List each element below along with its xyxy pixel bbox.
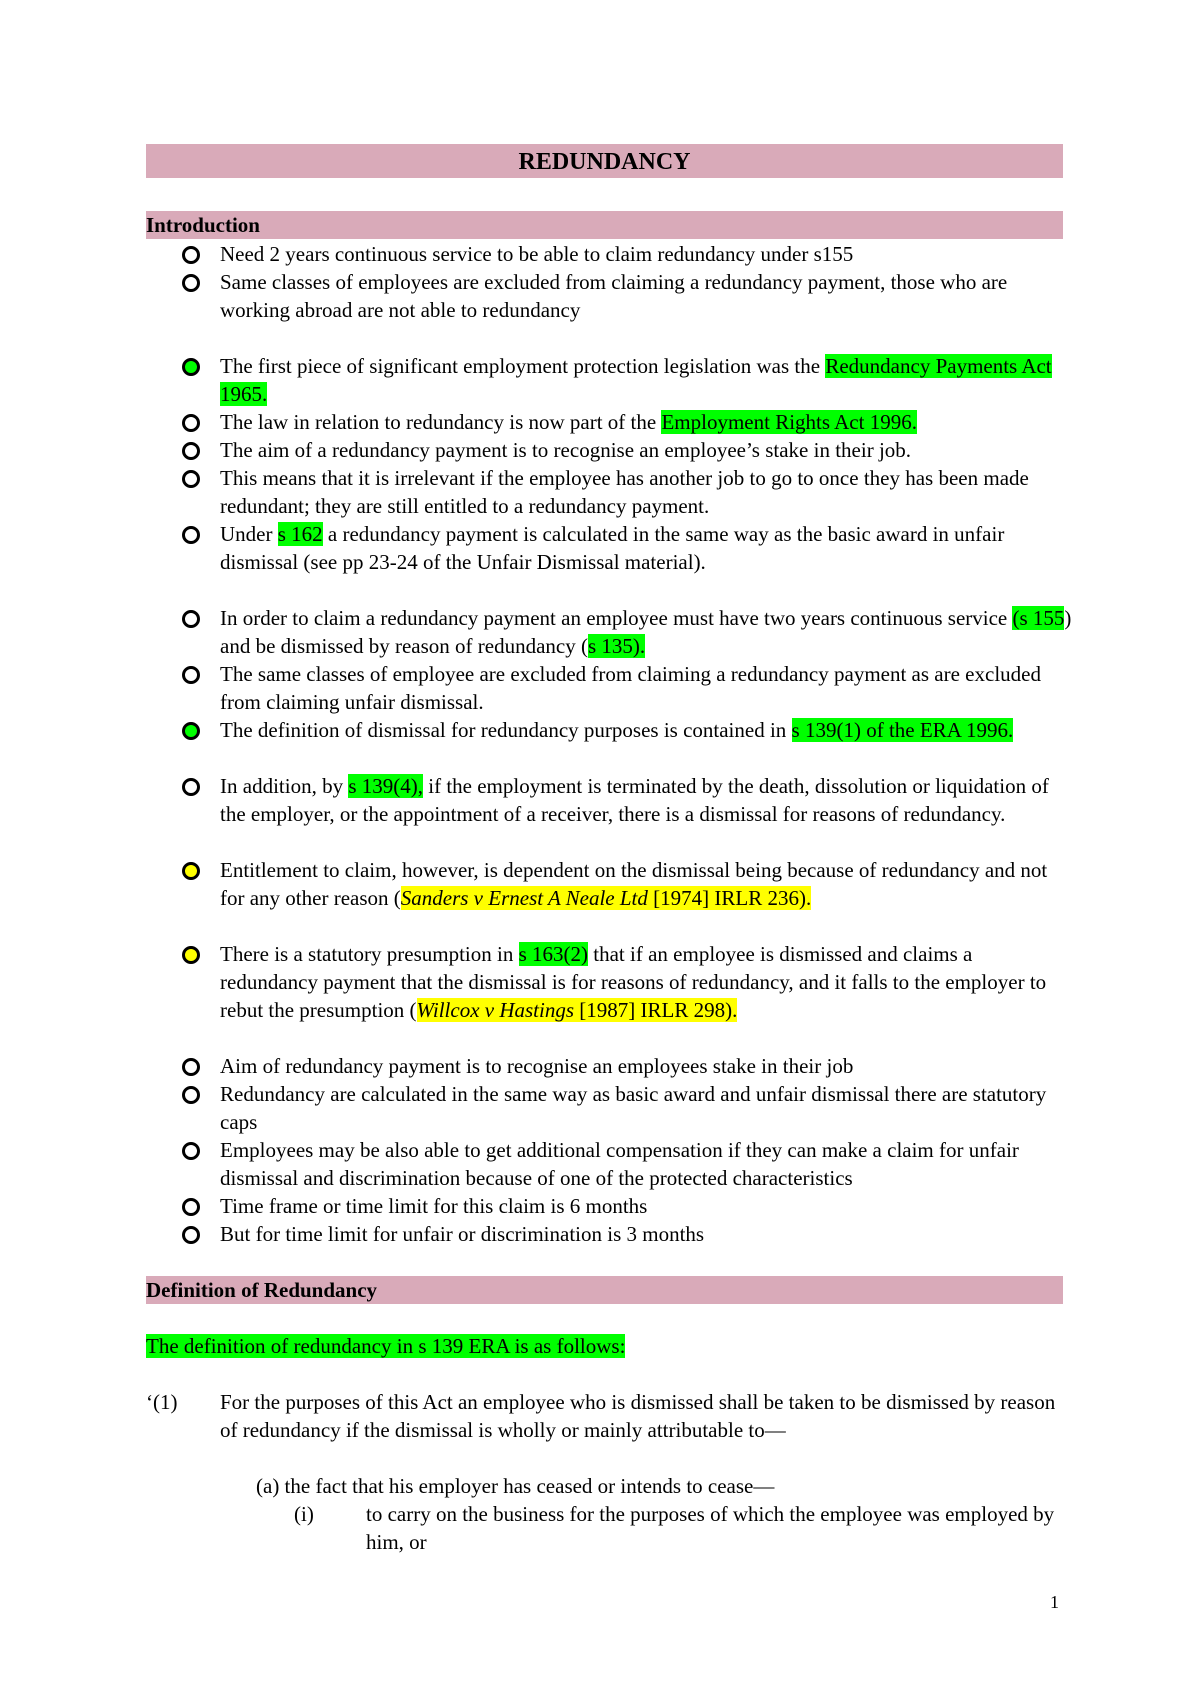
bullet-circle-icon xyxy=(182,470,200,488)
clause-i-number: (i) xyxy=(294,1502,314,1526)
statute-highlight: s 139(4), xyxy=(348,774,423,798)
list-item: The first piece of significant employment protection legislation was the Redundancy Payments Act 1965. xyxy=(182,352,1072,408)
statute-highlight: s 135). xyxy=(587,634,646,658)
bullet-circle-icon xyxy=(182,722,200,740)
list-item: The same classes of employee are excluded from claiming a redundancy payment as are excluded from claiming unfair dismissal. xyxy=(182,660,1072,716)
bullet-circle-icon xyxy=(182,1058,200,1076)
list-item: But for time limit for unfair or discrimination is 3 months xyxy=(182,1220,1072,1248)
list-item: Redundancy are calculated in the same way as basic award and unfair dismissal there are statutory caps xyxy=(182,1080,1072,1136)
bullet-circle-icon xyxy=(182,1142,200,1160)
bullet-circle-icon xyxy=(182,1198,200,1216)
definition-intro: The definition of redundancy in s 139 ERA is as follows: xyxy=(146,1334,626,1358)
bullet-circle-icon xyxy=(182,1226,200,1244)
list-item: The aim of a redundancy payment is to recognise an employee’s stake in their job. xyxy=(182,436,1072,464)
list-item: In order to claim a redundancy payment an employee must have two years continuous service (s 155) and be dismissed by reason of redundancy (s 135). xyxy=(182,604,1072,660)
bullet-circle-icon xyxy=(182,442,200,460)
clause-1-text: For the purposes of this Act an employee who is dismissed shall be taken to be dismissed by reason of redundancy if the dismissal is wholly or mainly attributable to— xyxy=(220,1390,1056,1442)
definition-heading: Definition of Redundancy xyxy=(146,1278,378,1302)
statute-highlight: Redundancy Payments Act 1965. xyxy=(220,354,1052,406)
introduction-heading: Introduction xyxy=(146,213,260,237)
list-item: Same classes of employees are excluded from claiming a redundancy payment, those who are working abroad are not able to redundancy xyxy=(182,268,1072,324)
case-citation: Willcox v Hastings [1987] IRLR 298). xyxy=(416,998,738,1022)
list-item: This means that it is irrelevant if the employee has another job to go to once they has been made redundant; they are still entitled to a redundancy payment. xyxy=(182,464,1072,520)
bullet-circle-icon xyxy=(182,946,200,964)
bullet-circle-icon xyxy=(182,666,200,684)
bullet-circle-icon xyxy=(182,778,200,796)
statute-highlight: Employment Rights Act 1996. xyxy=(661,410,917,434)
list-item: Under s 162 a redundancy payment is calculated in the same way as the basic award in unfair dismissal (see pp 23-24 of the Unfair Dismissal material). xyxy=(182,520,1072,576)
bullet-circle-icon xyxy=(182,414,200,432)
list-item: The law in relation to redundancy is now part of the Employment Rights Act 1996. xyxy=(182,408,1072,436)
list-item: Need 2 years continuous service to be able to claim redundancy under s155 xyxy=(182,240,1072,268)
list-item: Entitlement to claim, however, is dependent on the dismissal being because of redundancy and not for any other reason (Sanders v Ernest A Neale Ltd [1974] IRLR 236). xyxy=(182,856,1072,912)
clause-i-text: to carry on the business for the purposes of which the employee was employed by him, or xyxy=(366,1502,1055,1554)
bullet-circle-icon xyxy=(182,358,200,376)
page-title: REDUNDANCY xyxy=(518,149,691,175)
bullet-circle-icon xyxy=(182,526,200,544)
intro-heading-band xyxy=(146,211,1063,239)
list-item: There is a statutory presumption in s 163(2) that if an employee is dismissed and claims a redundancy payment that the dismissal is for reasons of redundancy, and it falls to the employer to rebut the presumption (Willcox v Hastings [1987] IRLR 298). xyxy=(182,940,1072,1024)
case-citation: Sanders v Ernest A Neale Ltd [1974] IRLR 236). xyxy=(400,886,812,910)
bullet-circle-icon xyxy=(182,1086,200,1104)
statute-highlight: s 162 xyxy=(277,522,323,546)
clause-a: (a) the fact that his employer has ceased or intends to cease— xyxy=(256,1474,775,1498)
list-item: Time frame or time limit for this claim is 6 months xyxy=(182,1192,1072,1220)
list-item: Aim of redundancy payment is to recognise an employees stake in their job xyxy=(182,1052,1072,1080)
bullet-circle-icon xyxy=(182,274,200,292)
page-number: 1 xyxy=(1050,1592,1059,1612)
list-item: In addition, by s 139(4), if the employment is terminated by the death, dissolution or liquidation of the employer, or the appointment of a receiver, there is a dismissal for reasons of redundancy. xyxy=(182,772,1072,828)
statute-highlight: s 163(2) xyxy=(518,942,589,966)
statute-highlight: (s 155 xyxy=(1012,606,1065,630)
statute-highlight: s 139(1) of the ERA 1996. xyxy=(791,718,1014,742)
clause-1-number: ‘(1) xyxy=(146,1390,178,1414)
bullet-circle-icon xyxy=(182,246,200,264)
list-item: Employees may be also able to get additional compensation if they can make a claim for unfair dismissal and discrimination because of one of the protected characteristics xyxy=(182,1136,1072,1192)
bullet-circle-icon xyxy=(182,862,200,880)
list-item: The definition of dismissal for redundancy purposes is contained in s 139(1) of the ERA 1996. xyxy=(182,716,1072,744)
bullet-circle-icon xyxy=(182,610,200,628)
